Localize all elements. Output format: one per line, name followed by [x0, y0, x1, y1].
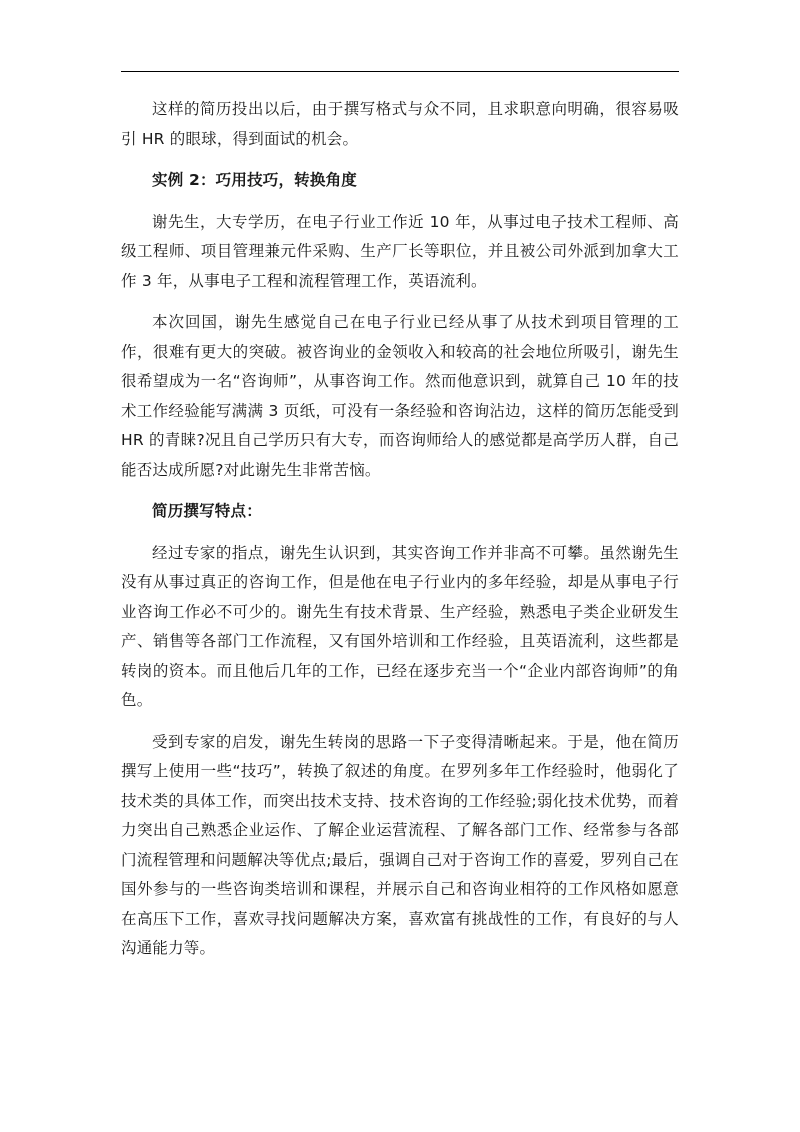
- document-body: [121, 95, 679, 976]
- heading-example-2: 实例 2：巧用技巧，转换角度: [152, 171, 357, 189]
- paragraph-resume-technique: 受到专家的启发，谢先生转岗的思路一下子变得清晰起来。于是，他在简历撰写上使用一些“技巧”，转换了叙述的角度。在罗列多年工作经验时，他弱化了技术类的具体工作，而突出技术支持、技术咨询的工作经验;弱化技术优势，而着力突出自己熟悉企业运作、了解企业运营流程、了解各部门工作、经常参与各部门流程管理和问题解决等优点;最后，强调自己对于咨询工作的喜爱，罗列自己在国外参与的一些咨询类培训和课程，并展示自己和咨询业相符的工作风格如愿意在高压下工作，喜欢寻找问题解决方案，喜欢富有挑战性的工作，有良好的与人沟通能力等。: [121, 732, 679, 957]
- paragraph-expert-advice: 经过专家的指点，谢先生认识到，其实咨询工作并非高不可攀。虽然谢先生没有从事过真正的咨询工作，但是他在电子行业内的多年经验，却是从事电子行业咨询工作必不可少的。谢先生有技术背景、生产经验，熟悉电子类企业研发生产、销售等各部门工作流程，又有国外培训和工作经验，且英语流利，这些都是转岗的资本。而且他后几年的工作，已经在逐步充当一个“企业内部咨询师”的角色。: [121, 543, 679, 709]
- paragraph-mr-xie-background: 谢先生，大专学历，在电子行业工作近 10 年，从事过电子技术工程师、高级工程师、项目管理兼元件采购、生产厂长等职位，并且被公司外派到加拿大工作 3 年，从事电子工程和流程管理工作，英语流利。: [121, 212, 679, 290]
- heading-resume-features: 简历撰写特点：: [152, 502, 262, 520]
- header-rule: [121, 71, 679, 72]
- paragraph-return-dilemma: 本次回国，谢先生感觉自己在电子行业已经从事了从技术到项目管理的工作，很难有更大的突破。被咨询业的金领收入和较高的社会地位所吸引，谢先生很希望成为一名“咨询师”，从事咨询工作。然而他意识到，就算自己 10 年的技术工作经验能写满满 3 页纸，可没有一条经验和咨询沾边，这样的简历怎能受到 HR 的青睐?况且自己学历只有大专，而咨询师给人的感觉都是高学历人群，自己能否达成所愿?对此谢先生非常苦恼。: [121, 313, 679, 479]
- paragraph-resume-result: 这样的简历投出以后，由于撰写格式与众不同，且求职意向明确，很容易吸引 HR 的眼球，得到面试的机会。: [121, 100, 679, 148]
